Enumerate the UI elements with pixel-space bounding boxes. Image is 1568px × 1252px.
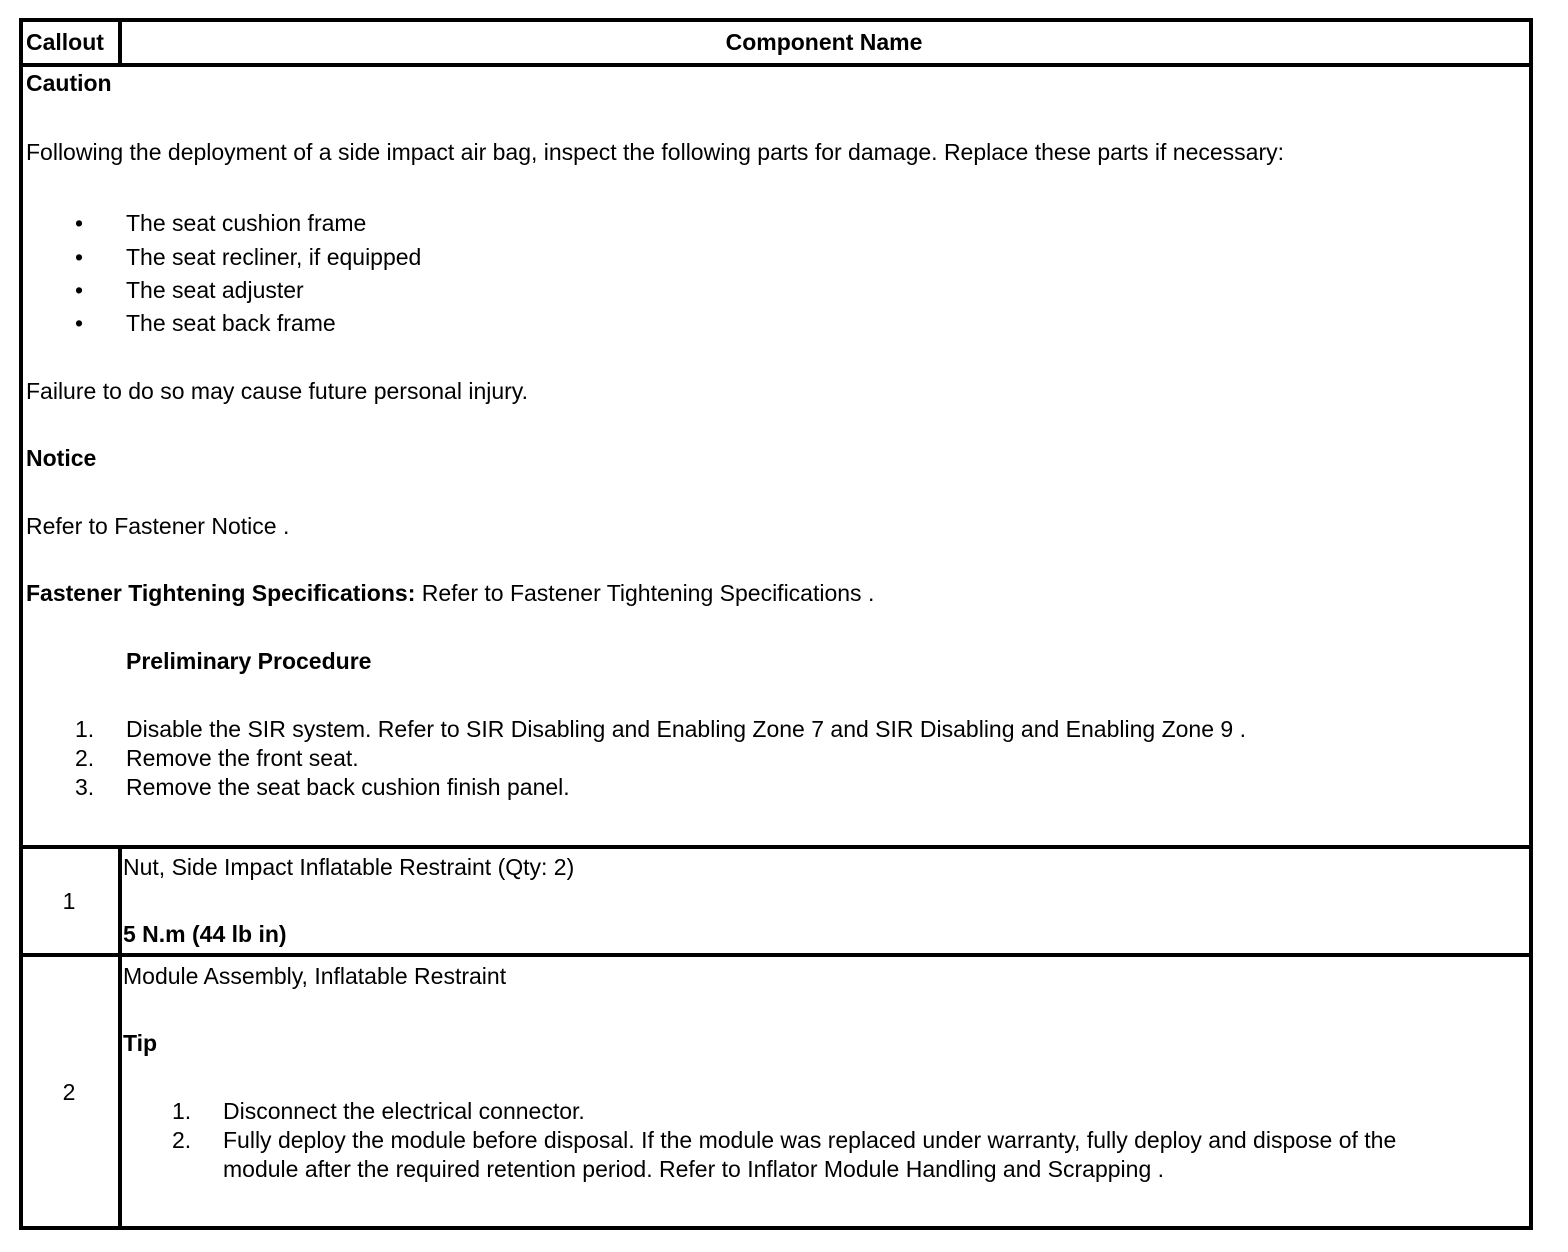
header-callout: Callout bbox=[26, 29, 104, 55]
tip-label: Tip bbox=[123, 1030, 158, 1056]
components-table bbox=[19, 18, 1533, 1230]
list-bullet: • bbox=[75, 277, 84, 303]
step-number: 2. bbox=[172, 1127, 192, 1153]
failure-warning: Failure to do so may cause future personal injury. bbox=[26, 378, 528, 404]
notice-label: Notice bbox=[26, 445, 97, 471]
preliminary-procedure-title: Preliminary Procedure bbox=[126, 648, 372, 674]
spec-text: Refer to Fastener Tightening Specifications . bbox=[415, 580, 875, 606]
row-1-divider bbox=[23, 953, 1529, 957]
step-number: 1. bbox=[75, 716, 95, 742]
notice-text: Refer to Fastener Notice . bbox=[26, 513, 290, 539]
list-item: The seat recliner, if equipped bbox=[126, 244, 422, 270]
list-bullet: • bbox=[75, 310, 84, 336]
step-text-continued: module after the required retention period. Refer to Inflator Module Handling and Scrapping . bbox=[223, 1156, 1165, 1182]
intro-row-divider bbox=[23, 845, 1529, 849]
header-row-divider bbox=[23, 63, 1529, 67]
step-number: 2. bbox=[75, 745, 95, 771]
step-text: Fully deploy the module before disposal. If the module was replaced under warranty, fully deploy and dispose of the bbox=[223, 1127, 1397, 1153]
component-name: Nut, Side Impact Inflatable Restraint (Qty: 2) bbox=[123, 854, 575, 880]
callout-number: 1 bbox=[62, 888, 76, 914]
column-divider-rows bbox=[118, 845, 122, 1226]
caution-text: Following the deployment of a side impact air bag, inspect the following parts for damage. Replace these parts if necessary: bbox=[26, 139, 1285, 165]
component-name: Module Assembly, Inflatable Restraint bbox=[123, 963, 507, 989]
list-item: The seat adjuster bbox=[126, 277, 304, 303]
caution-label: Caution bbox=[26, 70, 112, 96]
step-text: Disable the SIR system. Refer to SIR Disabling and Enabling Zone 7 and SIR Disabling and Enabling Zone 9 . bbox=[126, 716, 1246, 742]
step-text: Remove the front seat. bbox=[126, 745, 359, 771]
step-number: 1. bbox=[172, 1098, 192, 1124]
list-bullet: • bbox=[75, 244, 84, 270]
step-number: 3. bbox=[75, 774, 95, 800]
list-item: The seat cushion frame bbox=[126, 210, 367, 236]
list-item: The seat back frame bbox=[126, 310, 336, 336]
list-bullet: • bbox=[75, 210, 84, 236]
header-component-name: Component Name bbox=[725, 29, 923, 55]
spec-label: Fastener Tightening Specifications: bbox=[26, 580, 416, 606]
step-text: Disconnect the electrical connector. bbox=[223, 1098, 585, 1124]
callout-number: 2 bbox=[62, 1079, 76, 1105]
torque-spec: 5 N.m (44 lb in) bbox=[123, 921, 287, 947]
step-text: Remove the seat back cushion finish panel. bbox=[126, 774, 570, 800]
tightening-specifications bbox=[26, 582, 874, 605]
